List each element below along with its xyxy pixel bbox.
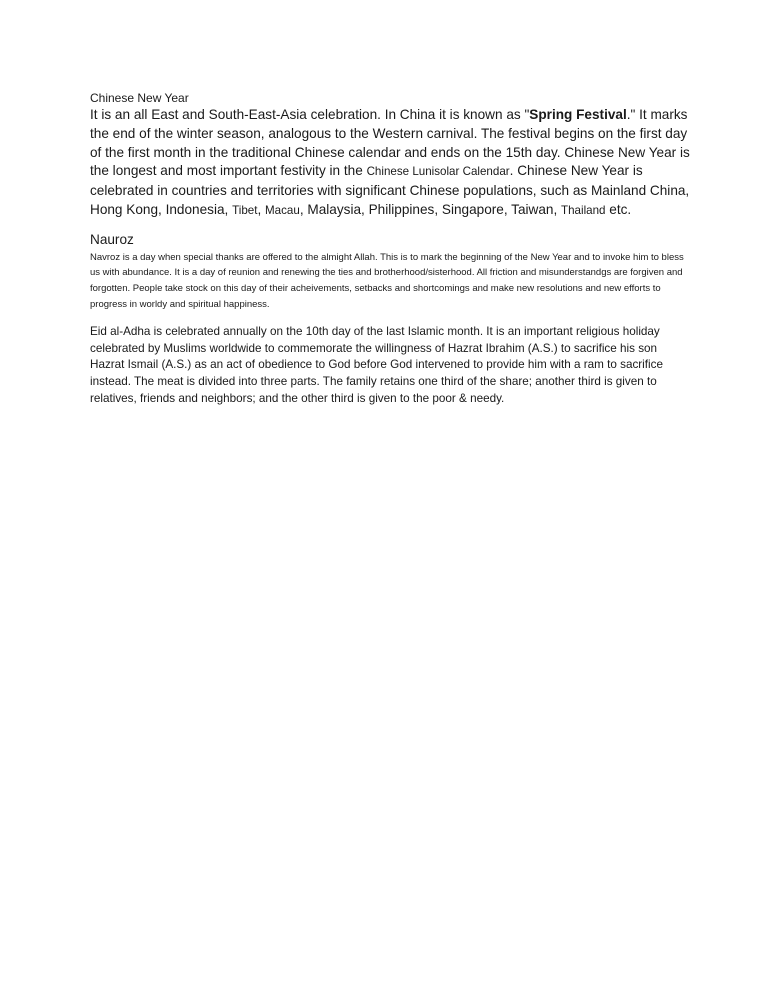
thailand-text: Thailand	[561, 203, 606, 217]
cny-text-1: It is an all East and South-East-Asia celebration. In China it is known as "	[90, 107, 530, 122]
cny-text-2: ." It marks the end of the winter season, analogous to the Western carnival. The festival begins on the first day of the first month in the traditional Chinese calendar and ends on the 15th day. Chinese New Year is the longest and most important festivity in the	[90, 107, 690, 179]
nauroz-paragraph: Navroz is a day when special thanks are offered to the almight Allah. This is to mark the beginning of the New Year and to invoke him to bless us with abundance. It is a day of reunion and renewing the ties and brotherhood/sisterhood. All friction and misunderstandgs are forgiven and forgotten. People take stock on this day of their acheivements, setbacks and shortcomings and make new resolutions and new efforts to progress in worldy and spiritual happiness.	[90, 251, 684, 310]
spring-festival-bold: Spring Festival	[529, 107, 627, 122]
macau-text: Macau	[265, 203, 300, 217]
nauroz-heading: Nauroz	[90, 231, 134, 247]
tibet-text: Tibet	[232, 203, 258, 217]
cny-heading: Chinese New Year	[90, 91, 189, 105]
cny-text-4: , Malaysia, Philippines, Singapore, Taiwan,	[299, 201, 562, 217]
document-content	[90, 90, 690, 407]
lunisolar-calendar-text: Chinese Lunisolar Calendar	[366, 165, 510, 179]
cny-paragraph	[90, 106, 690, 221]
cny-text-end: etc.	[605, 201, 632, 217]
cny-comma: ,	[257, 201, 266, 217]
eid-paragraph: Eid al-Adha is celebrated annually on the 10th day of the last Islamic month. It is an important religious holiday celebrated by Muslims worldwide to commemorate the willingness of Hazrat Ibrahim (A.S.) to sacrifice his son Hazrat Ismail (A.S.) as an act of obedience to God before God intervened to provide him with a ram to sacrifice instead. The meat is divided into three parts. The family retains one third of the share; another third is given to relatives, friends and neighbors; and the other third is given to the poor & needy.	[90, 325, 663, 405]
cny-text-3: . Chinese New Year is celebrated in countries and territories with significant Chinese populations, such as Mainland China, Hong Kong, Indonesia,	[90, 163, 690, 217]
